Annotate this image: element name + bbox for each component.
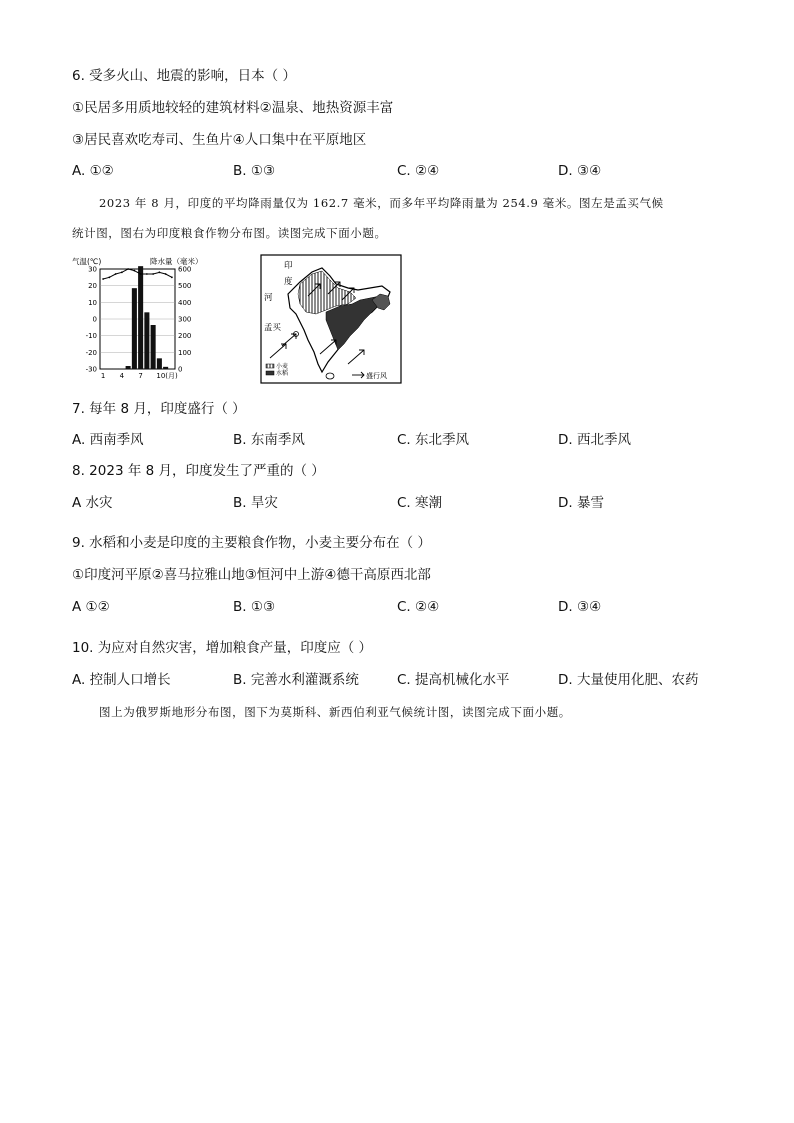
temp-point — [133, 270, 135, 272]
q10-stem: 10. 为应对自然灾害，增加粮食产量，印度应（ ） — [72, 640, 373, 656]
q6-statements-2: ③居民喜欢吃寿司、生鱼片④人口集中在平原地区 — [72, 132, 367, 148]
temp-tick-label: 30 — [88, 265, 97, 274]
temp-point — [158, 271, 160, 273]
q10-option-a[interactable]: A. 控制人口增长 — [72, 672, 171, 688]
precip-bar — [144, 312, 149, 369]
q7-option-b[interactable]: B. 东南季风 — [233, 432, 305, 448]
q8-option-a[interactable]: A 水灾 — [72, 495, 113, 511]
q10-option-b[interactable]: B. 完善水利灌溉系统 — [233, 672, 359, 688]
precip-bar — [157, 358, 162, 369]
label-yin: 印 — [284, 261, 293, 271]
q9-option-d[interactable]: D. ③④ — [558, 599, 602, 615]
q10-option-c[interactable]: C. 提高机械化水平 — [397, 672, 510, 688]
legend-wind: 盛行风 — [366, 372, 387, 380]
legend-wheat: 小麦 — [276, 363, 289, 370]
temp-point — [171, 276, 173, 278]
temp-point — [140, 273, 142, 275]
temp-point — [121, 271, 123, 273]
q9-option-b[interactable]: B. ①③ — [233, 599, 276, 615]
precip-tick-label: 200 — [178, 332, 192, 341]
temp-tick-label: -30 — [85, 365, 97, 374]
q6-option-c[interactable]: C. ②④ — [397, 163, 440, 179]
q8-stem: 8. 2023 年 8 月，印度发生了严重的（ ） — [72, 463, 325, 479]
q7-option-c[interactable]: C. 东北季风 — [397, 432, 470, 448]
q7-option-d[interactable]: D. 西北季风 — [558, 432, 631, 448]
temp-tick-label: 20 — [88, 282, 97, 291]
temp-point — [108, 276, 110, 278]
temp-tick-label: -10 — [85, 332, 97, 341]
q7-option-a[interactable]: A. 西南季风 — [72, 432, 144, 448]
precip-tick-label: 400 — [178, 298, 192, 307]
label-du: 度 — [284, 277, 293, 287]
q8-option-d[interactable]: D. 暴雪 — [558, 495, 604, 511]
legend-rice-swatch — [266, 371, 274, 375]
temp-point — [152, 273, 154, 275]
q8-option-b[interactable]: B. 旱灾 — [233, 495, 278, 511]
x-tick-label: 7 — [138, 372, 143, 380]
intro-paragraph-line-1: 2023 年 8 月，印度的平均降雨量仅为 162.7 毫米，而多年平均降雨量为 254.9 毫米。图左是孟买气候 — [99, 196, 664, 210]
q9-option-c[interactable]: C. ②④ — [397, 599, 440, 615]
mumbai-climate-chart — [70, 255, 215, 385]
precip-axis-label: 降水量（毫米） — [150, 257, 203, 266]
q6-option-d[interactable]: D. ③④ — [558, 163, 602, 179]
precip-tick-label: 0 — [178, 365, 183, 374]
q6-stem: 6. 受多火山、地震的影响，日本（ ） — [72, 68, 296, 84]
label-he: 河 — [264, 293, 273, 303]
precip-tick-label: 100 — [178, 348, 192, 357]
precip-tick-label: 300 — [178, 315, 192, 324]
label-mumbai: 孟买 — [264, 323, 282, 333]
precip-tick-label: 500 — [178, 282, 192, 291]
q7-stem: 7. 每年 8 月，印度盛行（ ） — [72, 401, 246, 417]
legend-rice: 水稻 — [276, 370, 289, 377]
precip-bar — [163, 367, 168, 369]
q10-option-d[interactable]: D. 大量使用化肥、农药 — [558, 672, 699, 688]
q9-option-a[interactable]: A ①② — [72, 599, 110, 615]
q6-option-b[interactable]: B. ①③ — [233, 163, 276, 179]
temp-point — [165, 273, 167, 275]
temp-tick-label: -20 — [85, 348, 97, 357]
sri-lanka — [326, 373, 334, 379]
x-tick-label: 4 — [119, 372, 125, 380]
india-crop-map — [260, 254, 402, 384]
temperature-line — [103, 269, 172, 279]
q9-stem: 9. 水稻和小麦是印度的主要粮食作物，小麦主要分布在（ ） — [72, 535, 431, 551]
precip-bar — [138, 266, 143, 369]
x-tick-label: 10(月) — [156, 372, 178, 380]
q6-statements-1: ①民居多用质地较轻的建筑材料②温泉、地热资源丰富 — [72, 100, 394, 116]
precip-tick-label: 600 — [178, 265, 192, 274]
precip-bar — [132, 288, 137, 369]
q8-option-c[interactable]: C. 寒潮 — [397, 495, 443, 511]
temp-tick-label: 0 — [92, 315, 97, 324]
q9-statements: ①印度河平原②喜马拉雅山地③恒河中上游④德干高原西北部 — [72, 567, 431, 583]
temp-tick-label: 10 — [88, 298, 97, 307]
temp-axis-label: 气温(℃) — [72, 257, 102, 266]
legend-wheat-swatch — [266, 364, 274, 368]
temp-point — [102, 278, 104, 280]
temp-point — [127, 268, 129, 270]
precip-bar — [151, 325, 156, 369]
intro-paragraph-2: 图上为俄罗斯地形分布图，图下为莫斯科、新西伯利亚气候统计图，读图完成下面小题。 — [99, 705, 571, 719]
precip-bar — [126, 366, 131, 369]
q6-option-a[interactable]: A. ①② — [72, 163, 114, 179]
x-tick-label: 1 — [100, 372, 106, 380]
temp-point — [146, 273, 148, 275]
intro-paragraph-line-2: 统计图，图右为印度粮食作物分布图。读图完成下面小题。 — [72, 226, 387, 240]
temp-point — [115, 273, 117, 275]
